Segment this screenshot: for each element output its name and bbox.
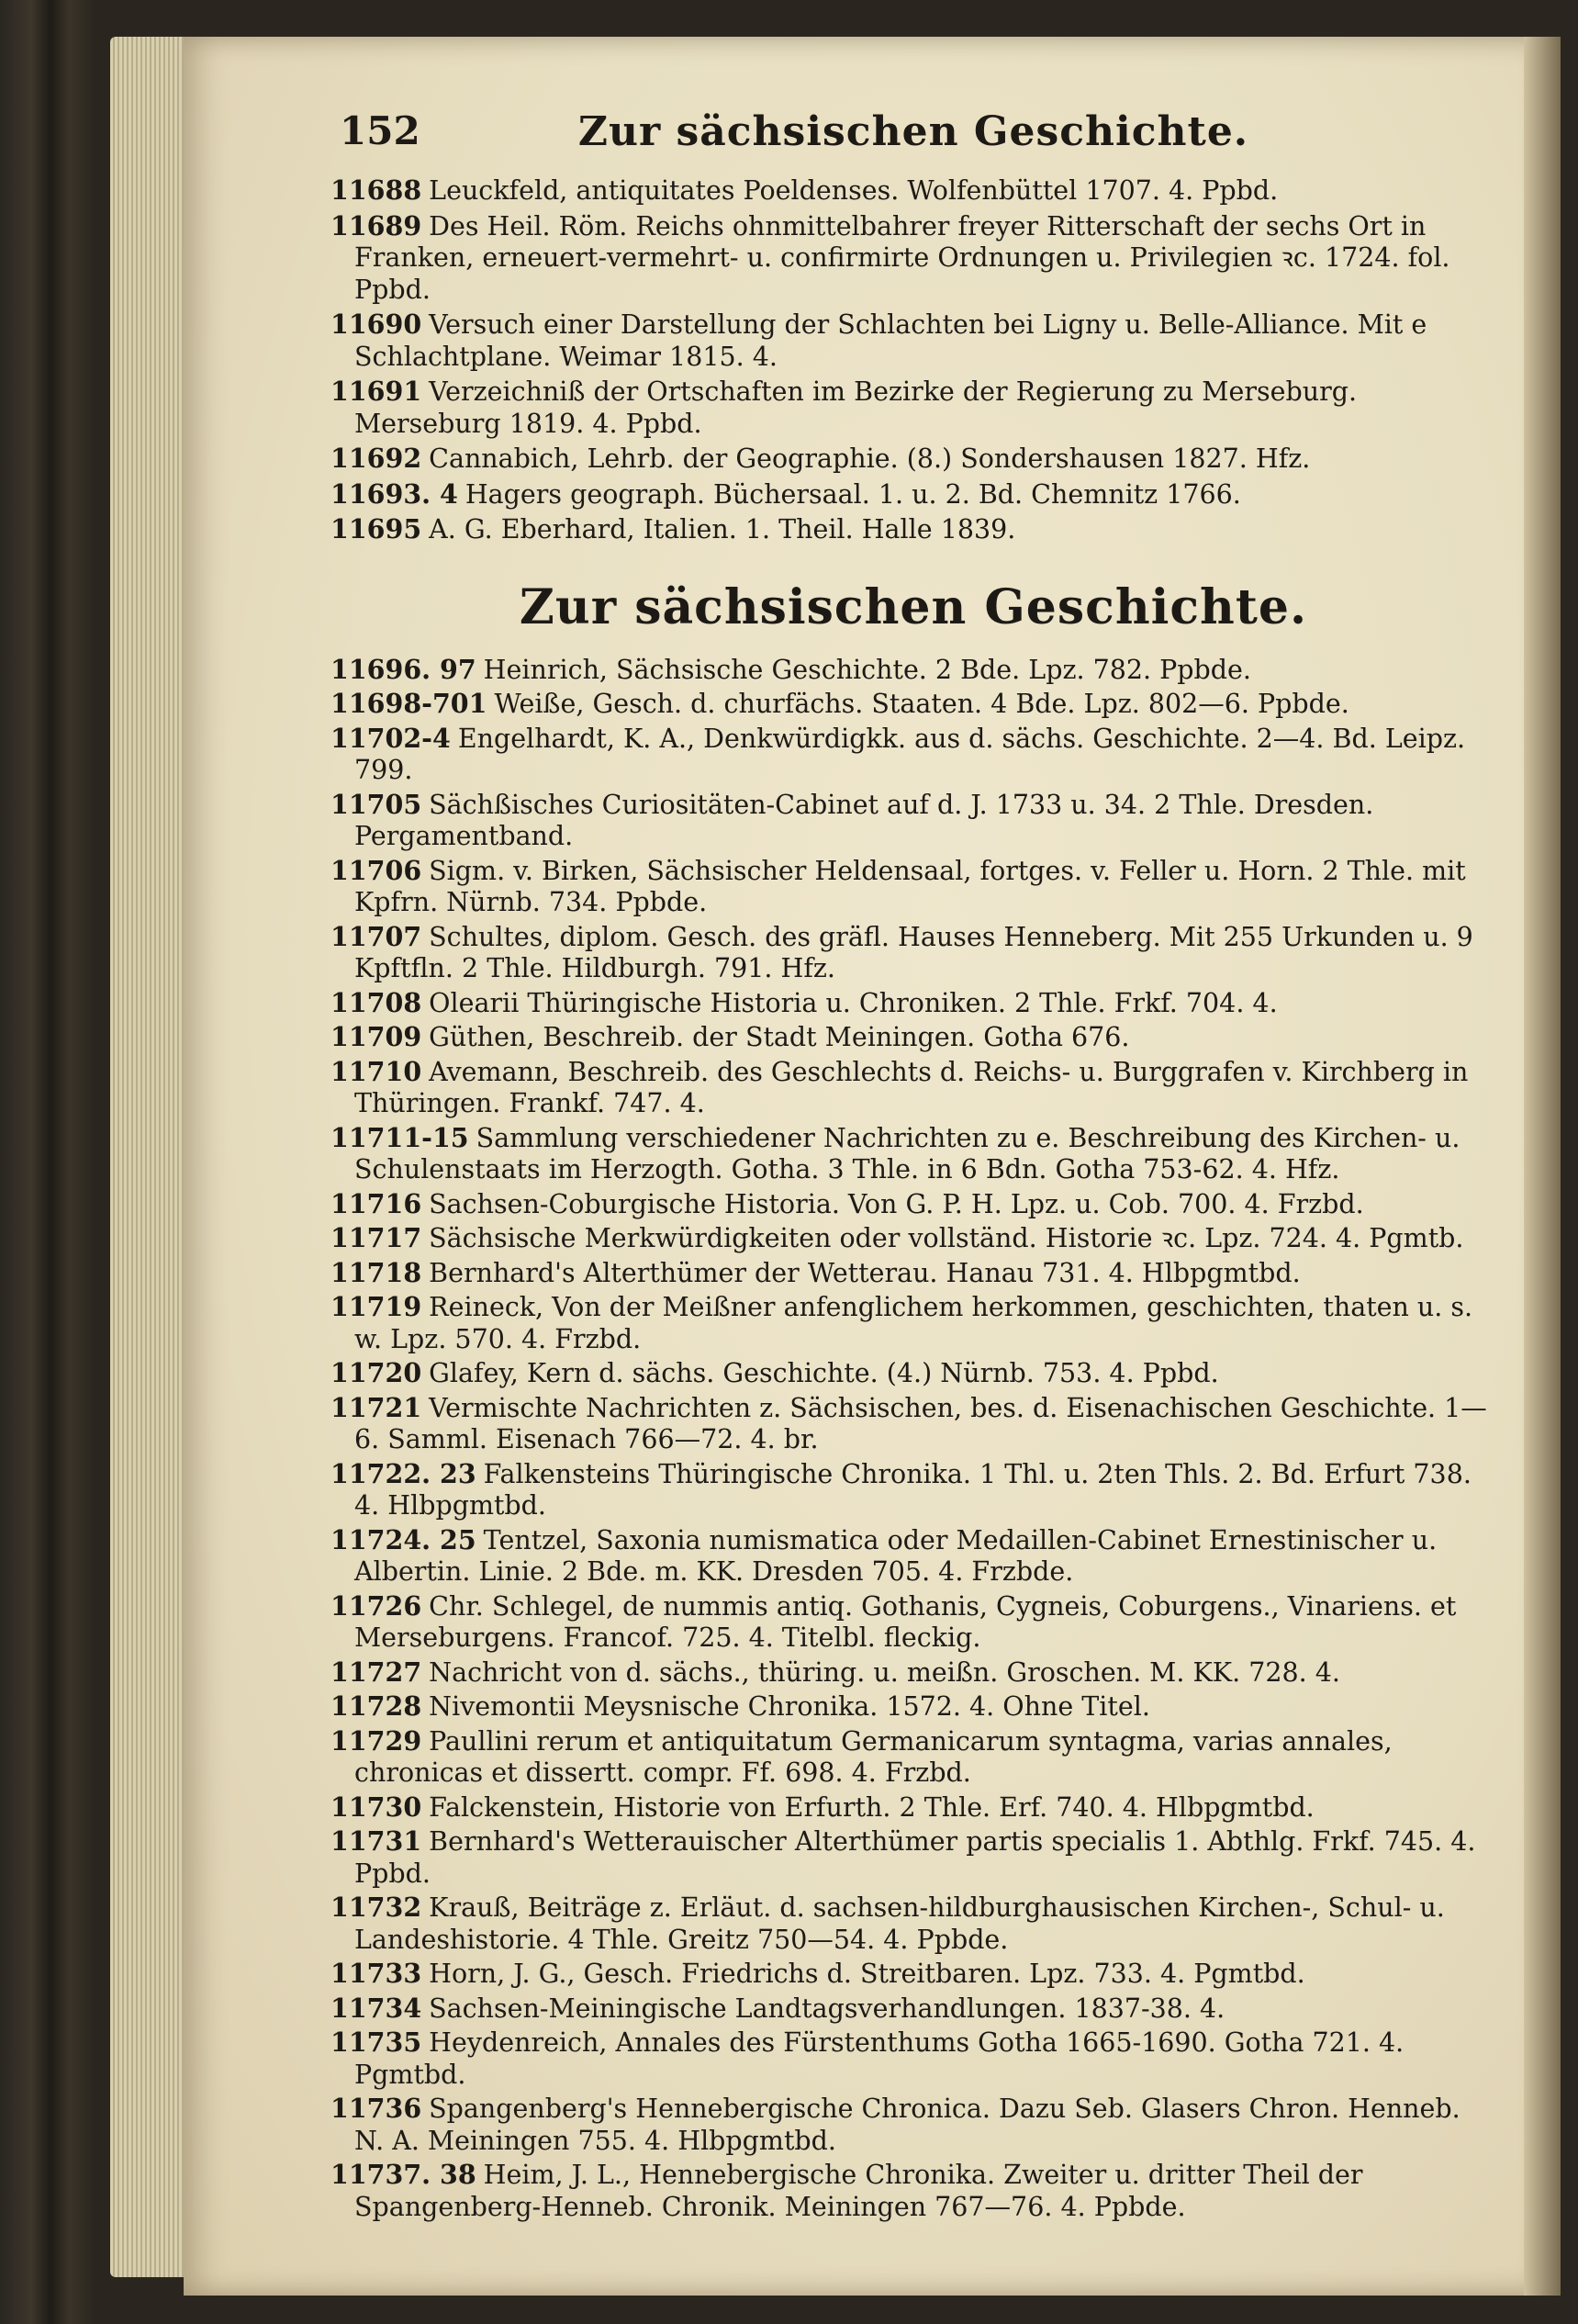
- entry-number: 11695: [330, 513, 422, 545]
- entry-number: 11729: [330, 1724, 422, 1757]
- entry-text: Heydenreich, Annales des Fürstenthums Gotha 1665-1690. Gotha 721. 4. Pgmtbd.: [354, 2027, 1405, 2090]
- entry-number: 11736: [330, 2093, 422, 2124]
- entry-number: 11707: [330, 920, 422, 952]
- entry-text: Olearii Thüringische Historia u. Chroniken. 2 Thle. Frkf. 704. 4.: [429, 987, 1278, 1018]
- entry-number: 11693. 4: [330, 477, 458, 510]
- catalog-entry: [330, 1725, 1496, 1790]
- entry-text: Spangenberg's Hennebergische Chronica. Dazu Seb. Glasers Chron. Henneb. N. A. Meiningen 755. 4. Hlbpgmtbd.: [354, 2094, 1460, 2156]
- entry-text: Leuckfeld, antiquitates Poeldenses. Wolfenbüttel 1707. 4. Ppbd.: [429, 175, 1279, 206]
- entry-text: Falkensteins Thüringische Chronika. 1 Thl. u. 2ten Thls. 2. Bd. Erfurt 738. 4. Hlbpgmtbd.: [354, 1458, 1472, 1521]
- catalog-entry: [330, 1021, 1496, 1054]
- entry-text: Schultes, diplom. Gesch. des gräfl. Hauses Henneberg. Mit 255 Urkunden u. 9 Kpftfln. 2 Thle. Hildburgh. 791. Hfz.: [354, 921, 1473, 983]
- entry-text: Hagers geograph. Büchersaal. 1. u. 2. Bd. Chemnitz 1766.: [464, 478, 1241, 510]
- entry-text: Versuch einer Darstellung der Schlachten bei Ligny u. Belle-Alliance. Mit e Schlachtplane. Weimar 1815. 4.: [354, 309, 1427, 372]
- entry-number: 11688: [330, 174, 422, 206]
- entry-text: A. G. Eberhard, Italien. 1. Theil. Halle 1839.: [429, 514, 1016, 545]
- catalog-entry: [330, 513, 1496, 546]
- catalog-entry: [330, 309, 1496, 373]
- entry-number: 11716: [330, 1187, 422, 1219]
- entry-text: Cannabich, Lehrb. der Geographie. (8.) Sondershausen 1827. Hfz.: [429, 443, 1311, 474]
- catalog-entry: [330, 1791, 1496, 1824]
- catalog-entry: [330, 1524, 1496, 1589]
- catalog-entry: [330, 1690, 1496, 1723]
- entry-number: 11719: [330, 1291, 422, 1322]
- page-content: [330, 92, 1496, 2225]
- entry-number: 11720: [330, 1357, 422, 1388]
- entry-text: Engelhardt, K. A., Denkwürdigkk. aus d. sächs. Geschichte. 2—4. Bd. Leipz. 799.: [354, 723, 1466, 785]
- entry-text: Vermischte Nachrichten z. Sächsischen, bes. d. Eisenachischen Geschichte. 1—6. Samml. Eisenach 766—72. 4. br.: [354, 1392, 1487, 1454]
- catalog-entry: [330, 987, 1496, 1020]
- entry-number: 11690: [330, 309, 422, 340]
- entry-number: 11732: [330, 1892, 422, 1923]
- catalog-entry: [330, 1958, 1496, 1991]
- entry-text: Verzeichniß der Ortschaften im Bezirke der Regierung zu Merseburg. Merseburg 1819. 4. Ppbd.: [354, 376, 1358, 439]
- catalog-entry: [330, 1892, 1496, 1956]
- entry-text: Weiße, Gesch. d. churfächs. Staaten. 4 Bde. Lpz. 802—6. Ppbde.: [494, 689, 1349, 719]
- entry-number: 11722. 23: [330, 1457, 476, 1489]
- catalog-entry: [330, 1590, 1496, 1655]
- catalog-entry: [330, 1825, 1496, 1890]
- entry-text: Avemann, Beschreib. des Geschlechts d. Reichs- u. Burggrafen v. Kirchberg in Thüringen. Frankf. 747. 4.: [354, 1056, 1469, 1118]
- entry-number: 11710: [330, 1055, 422, 1087]
- entry-text: Krauß, Beiträge z. Erläut. d. sachsen-hildburghausischen Kirchen-, Schul- u. Landeshistorie. 4 Thle. Greitz 750—54. 4. Ppbde.: [354, 1892, 1445, 1955]
- entry-text: Heim, J. L., Hennebergische Chronika. Zweiter u. dritter Theil der Spangenberg-Henneb. Chronik. Meiningen 767—76. 4. Ppbde.: [354, 2160, 1363, 2222]
- entry-text: Sigm. v. Birken, Sächsischer Heldensaal, fortges. v. Feller u. Horn. 2 Thle. mit Kpfrn. Nürnb. 734. Ppbde.: [354, 855, 1466, 917]
- entry-text: Sammlung verschiedener Nachrichten zu e. Beschreibung des Kirchen- u. Schulenstaats im Herzogth. Gotha. 3 Thle. in 6 Bdn. Gotha 753-62. 4. Hfz.: [354, 1122, 1460, 1184]
- entry-number: 11705: [330, 788, 422, 820]
- catalog-entry: [330, 1357, 1496, 1390]
- catalog-entry: [330, 2026, 1496, 2091]
- entry-number: 11733: [330, 1958, 422, 1989]
- catalog-entry: [330, 688, 1496, 721]
- entry-number: 11698-701: [330, 688, 487, 719]
- catalog-entry: [330, 789, 1496, 853]
- entry-number: 11724. 25: [330, 1523, 476, 1555]
- catalog-entry: [330, 1458, 1496, 1522]
- entry-number: 11711-15: [330, 1121, 469, 1153]
- entry-number: 11718: [330, 1256, 422, 1288]
- catalog-entry: [330, 1291, 1496, 1355]
- catalog-entry: [330, 443, 1496, 476]
- entry-text: Sächsische Merkwürdigkeiten oder vollständ. Historie ꝛc. Lpz. 724. 4. Pgmtb.: [429, 1223, 1464, 1253]
- catalog-entry: [330, 1122, 1496, 1186]
- page: [184, 37, 1551, 2296]
- catalog-entry: [330, 855, 1496, 919]
- entry-number: 11702-4: [330, 722, 451, 754]
- entry-number: 11692: [330, 443, 422, 474]
- entry-text: Bernhard's Alterthümer der Wetterau. Hanau 731. 4. Hlbpgmtbd.: [429, 1257, 1301, 1288]
- catalog-entry: [330, 478, 1496, 511]
- entry-text: Glafey, Kern d. sächs. Geschichte. (4.) Nürnb. 753. 4. Ppbd.: [429, 1358, 1219, 1388]
- catalog-entry: [330, 1257, 1496, 1290]
- entry-number: 11709: [330, 1021, 422, 1052]
- entry-text: Sächßisches Curiositäten-Cabinet auf d. J. 1733 u. 34. 2 Thle. Dresden. Pergamentband.: [354, 789, 1374, 851]
- running-head: [330, 92, 1496, 174]
- catalog-entry: [330, 1188, 1496, 1221]
- entry-text: Güthen, Beschreib. der Stadt Meiningen. Gotha 676.: [429, 1022, 1130, 1052]
- running-title: Zur sächsischen Geschichte.: [577, 108, 1249, 155]
- catalog-entry: [330, 1222, 1496, 1255]
- entry-text: Paullini rerum et antiquitatum Germanicarum syntagma, varias annales, chronicas et dissertt. compr. Ff. 698. 4. Frzbd.: [354, 1725, 1393, 1788]
- entry-text: Heinrich, Sächsische Geschichte. 2 Bde. Lpz. 782. Ppbde.: [483, 654, 1251, 685]
- entry-text: Sachsen-Coburgische Historia. Von G. P. H. Lpz. u. Cob. 700. 4. Frzbd.: [429, 1188, 1364, 1219]
- entry-number: 11696. 97: [330, 653, 476, 685]
- catalog-entry: [330, 2159, 1496, 2223]
- catalog-entry: [330, 654, 1496, 687]
- page-gutter: [1524, 37, 1561, 2296]
- catalog-entry: [330, 376, 1496, 440]
- entry-number: 11726: [330, 1589, 422, 1622]
- entry-number: 11737. 38: [330, 2159, 476, 2190]
- entry-number: 11689: [330, 209, 422, 241]
- entry-text: Horn, J. G., Gesch. Friedrichs d. Streitbaren. Lpz. 733. 4. Pgmtbd.: [429, 1959, 1305, 1989]
- entry-text: Nivemontii Meysnische Chronika. 1572. 4. Ohne Titel.: [429, 1691, 1150, 1722]
- entry-text: Reineck, Von der Meißner anfenglichem herkommen, geschichten, thaten u. s. w. Lpz. 570. 4. Frzbd.: [354, 1292, 1473, 1354]
- entry-text: Bernhard's Wetterauischer Alterthümer partis specialis 1. Abthlg. Frkf. 745. 4. Ppbd.: [354, 1826, 1476, 1889]
- entry-number: 11735: [330, 2026, 422, 2058]
- entry-number: 11728: [330, 1690, 422, 1722]
- catalog-entry: [330, 1993, 1496, 2026]
- section-heading: Zur sächsischen Geschichte.: [519, 578, 1308, 635]
- entry-text: Des Heil. Röm. Reichs ohnmittelbahrer freyer Ritterschaft der sechs Ort in Franken, erneuert-vermehrt- u. confirmirte Ordnungen u. Privilegien ꝛc. 1724. fol. Ppbd.: [354, 210, 1450, 305]
- catalog-entry: [330, 174, 1496, 208]
- catalog-list-section: [330, 654, 1496, 2224]
- catalog-entry: [330, 2093, 1496, 2157]
- entry-number: 11691: [330, 376, 422, 407]
- catalog-entry: [330, 1656, 1496, 1690]
- entry-number: 11717: [330, 1222, 422, 1253]
- entry-text: Sachsen-Meiningische Landtagsverhandlungen. 1837-38. 4.: [429, 1993, 1225, 2024]
- entry-number: 11708: [330, 986, 422, 1018]
- catalog-entry: [330, 1056, 1496, 1120]
- entry-text: Falckenstein, Historie von Erfurth. 2 Thle. Erf. 740. 4. Hlbpgmtbd.: [429, 1791, 1315, 1823]
- entry-number: 11730: [330, 1791, 422, 1823]
- catalog-entry: [330, 210, 1496, 307]
- catalog-entry: [330, 723, 1496, 787]
- page-number: 152: [340, 108, 420, 153]
- entry-text: Tentzel, Saxonia numismatica oder Medaillen-Cabinet Ernestinischer u. Albertin. Linie. 2 Bde. m. KK. Dresden 705. 4. Frzbde.: [354, 1524, 1438, 1587]
- entry-number: 11706: [330, 854, 422, 886]
- catalog-list-top: [330, 174, 1496, 546]
- entry-text: Nachricht von d. sächs., thüring. u. meißn. Groschen. M. KK. 728. 4.: [429, 1656, 1340, 1688]
- entry-number: 11727: [330, 1656, 422, 1688]
- entry-number: 11734: [330, 1992, 422, 2024]
- catalog-entry: [330, 921, 1496, 985]
- entry-text: Chr. Schlegel, de nummis antiq. Gothanis, Cygneis, Coburgens., Vinariens. et Merseburgens. Francof. 725. 4. Titelbl. fleckig.: [354, 1590, 1457, 1653]
- entry-number: 11731: [330, 1825, 422, 1857]
- entry-number: 11721: [330, 1391, 422, 1423]
- catalog-entry: [330, 1392, 1496, 1456]
